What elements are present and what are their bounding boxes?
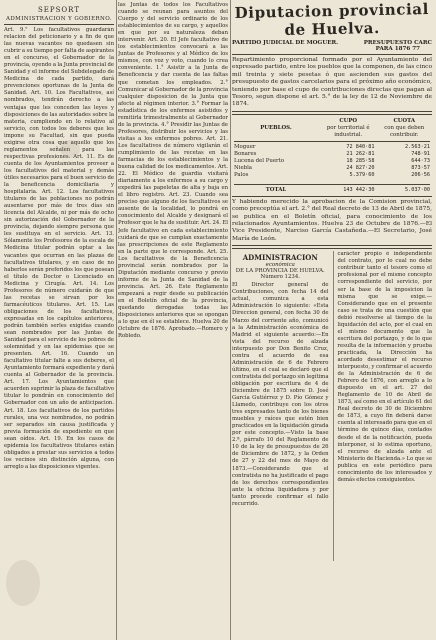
column-rule (230, 0, 231, 640)
presupuesto-line2: PARA 1876 77 (375, 46, 421, 52)
administracion-right (337, 251, 432, 561)
table-total-row (232, 187, 432, 194)
cell-cupo: 18 285·58 (346, 157, 375, 164)
approval-text: Y habiendo merecido la aprobacion de la Comision provincial, como preceptúa el art. 2.° del Real decreto de 13 de Abril de 1875, se publica en el Boletín oficial, para conocimiento de los relacionados Ayuntamientos. Huelva 23 de Octubre de 1876.—El Vice Presidente, Narciso García Castañeda.—El Secretario, José María de León. (232, 198, 432, 242)
administracion-text: El Director general de Contribuciones, con fecha 14 del actual, comunica a esta Administración lo siguiente: «Esta Direccion general, con fecha 30 de Marzo del corriente año, comunicó a la Administración económica de Madrid el siguiente acuerdo:—En vista del recurso de alzada interpuesto por Don Benito Cruz, contra el acuerdo de esa Administración de 6 de Febrero último, en el cual se declaró que el contratista del portazgo sin legítima obligación por escritura de 4 de Diciembre de 1875 sobre D. José García Gutiérrez y D. Pío Gómez y Llamedo, contribuye con los otros tres expresados tanto de los bienes muebles y raíces que estén bien practicados en la liquidación girada por este concepto.—Visto la base 2.ª, párrafo 10 del Reglamento de 10 de la ley de presupuestos de 26 de Diciembre de 1872, y la Orden de 27 y 22 del mes de Mayo de 1873.—Considerando que el contratista no ha justificado el pago de los derechos correspondientes ante la oficina liquidadora y por tanto procede confirmar el fallo recurrido. (232, 282, 329, 507)
repartimiento-table (232, 118, 432, 194)
table-row (232, 165, 432, 172)
cell-pueblo: Bonares (234, 150, 257, 157)
cell-cupo: 5.379·60 (349, 171, 375, 178)
administracion-text-continued: carácter propio é independiente del contrato, por lo cual no debe contribuir tanto el tesoro como el profesional por el mismo concepto correspondiente del servicio, por ser la base de la imposicion la misma que se exige.—Considerando que en el presente caso se trata de una cuestión que debió resolverse al tiempo de la liquidación del acto, por el cual en el mismo documento que la escritura del portazgo, y de lo que resulta de la información y prueba practicada, la Dirección ha acordado desestimar el recurso interpuesto, y confirmar el acuerdo de la Administración de 6 de Febrero de 1876, con arreglo a lo dispuesto en el art. 27 del Reglamento de 10 de Abril de 1873, así como en el artículo 61 del Real decreto de 30 de Diciembre de 1873, a cuyo fin deberá darse cuenta al interesado para que en el término de quince días, contados desde el de la notificación, pueda interponer, si lo estima oportuno, el recurso de alzada ante el Ministerio de Hacienda.» Lo que se publica en este periódico para conocimiento de los interesados y demás efectos consiguientes. (337, 251, 432, 483)
column-left (4, 0, 114, 640)
cell-cuota: 644·73 (411, 157, 430, 164)
double-divider (232, 245, 432, 249)
cell-cupo: 21 262·81 (346, 150, 375, 157)
article-continuation-text: las Juntas de todos los Facultativos cuando se reunan para asuntos del Cuerpo y del servicio ordinario de los establecimientos de su cargo, y aquellos en que por su naturaleza deban intervenir. Art. 20. El Jefe facultativo de los establecimientos convocará a las Juntas de Profesores y al Médico de los mismos, con voz y voto, cuando lo crea conveniente. 1.° Asistir a la Junta de Beneficencia y dar cuenta de las faltas que cometan los empleados. 2.° Comunicar al Gobernador de la provincia cualquier disposicion de la Junta que afecte al régimen interior. 3.° Formar la estadística de los enfermos asistidos y remitirla trimestralmente al Gobernador de la provincia. 4.° Presidir las Juntas de Profesores, distribuir los servicios y las visitas a los enfermos pobres. Art. 21. Los facultativos de número vigilarán el cumplimiento de las recetas en las farmacias de los establecimientos y la buena calidad de los medicamentos. Art. 22. El Médico de guardia visitará diariamente a los enfermos a su cargo y expedirá las papeletas de alta y baja en el libro registro. Art. 23. Cuando sea preciso que alguno de los facultativos se ausente de la localidad, lo pondrá en conocimiento del Alcalde y designará el Profesor que le ha de sustituir. Art. 24. El Jefe facultativo en cada establecimiento cuidará de que se cumplan exactamente las prescripciones de este Reglamento en la parte que le corresponde. Art. 25. Los facultativos de la Beneficencia provincial serán nombrados por la Diputación mediante concurso y previo informe de la Junta de Sanidad de la provincia. Art. 26. Este Reglamento empezará a regir desde su publicación en el Boletín oficial de la provincia, quedando derogadas todas las disposiciones anteriores que se opongan a lo que en él se establece. Huelva 20 de Octubre de 1876. Aprobado.—Romero y Robledo. (118, 2, 228, 340)
paper-stain (60, 140, 80, 158)
cell-cuota: 748·91 (411, 150, 430, 157)
cell-pueblo: Lucena del Puerto (234, 157, 285, 164)
cell-cuota: 206·56 (411, 171, 430, 178)
total-cuota: 5.037·00 (405, 186, 430, 193)
section-caption: DE LA PROVINCIA DE HUELVA. (235, 268, 325, 275)
col-header-pueblos: PUEBLOS. (260, 124, 292, 131)
column-middle (118, 0, 228, 640)
divider (4, 24, 114, 25)
cell-pueblo: Palos (234, 171, 249, 178)
table-row (232, 144, 432, 151)
presupuesto-line1: PRESUPUESTO CARC (363, 40, 432, 46)
section-caption: económica (265, 262, 295, 269)
partido-label: PARTIDO JUDICIAL DE MOGUER. (232, 40, 339, 46)
masthead-title: Diputacion provincial de Huelva. (234, 0, 430, 39)
divider (234, 184, 430, 185)
divider (232, 196, 432, 197)
administracion-left (232, 251, 329, 561)
double-divider (232, 111, 432, 115)
cell-cuota: 873·57 (411, 164, 430, 171)
col-header-cupo: CUPO (339, 117, 358, 124)
article-reglamento-text: Art. 9.° Los facultativos guardarán relacion del peticionario y a fin de que las nuevas vacantes no quedasen sin cubrir a su tiempo por falta de aspirantes en el concurso, el Gobernador de la provincia, oyendo a la Junta provincial de Sanidad y el informe del Subdelegado de Medicina de cada partido, dará prevenciones oportunas de la Junta de Sanidad. Art. 10. Los Facultativos, así nombrados, tendrán derecho a las ventajas que les conceden las leyes y disposiciones de las autoridades sobre la materia, cumpliendo en lo relativo al servicio, con todos los deberes que les impone su Facultad, sin que pueda exigirse otra cosa que aquello que los reglamentos señalen para las respectivas profesiones. Art. 11. Es de cuenta de los Ayuntamientos proveer a los facultativos del material y demás útiles necesarios para el buen servicio de la beneficencia domiciliaria y hospitalaria. Art. 12. Los facultativos titulares de las poblaciones no podrán ausentarse por más de tres días sin licencia del Alcalde, ni por más de ocho sin autorización del Gobernador de la provincia, dejando siempre persona que les sustituya en el servicio. Art. 13. Sólamente los Profesores de la escala de Medicina titular podrán optar a las vacantes que ocurran en las plazas de facultativos titulares, y en caso de no haberlos serán preferidos los que posean el título de Doctor o Licenciado en Medicina y Cirugía. Art. 14. Los Profesores de número cuidarán de que las recetas se sirvan por los farmacéuticos titulares. Art. 15. Las obligaciones de los facultativos, expresadas en los capítulos anteriores, podrán también serles exigidas cuando sean nombrados por las Juntas de Sanidad para el servicio de los pobres de solemnidad y en las epidemias que se presenten. Art. 16. Cuando un facultativo titular falte a sus deberes, el Ayuntamiento formará expediente y dará cuenta al Gobernador de la provincia. Art. 17. Los Ayuntamientos que acuerden suprimir la plaza de facultativo titular lo pondrán en conocimiento del Gobernador con un año de anticipacion. Art. 18. Los facultativos de los partidos rurales, una vez nombrados, no podrán ser separados sin causa justificada y previa formación de expediente en que sean oídos. Art. 19. En los casos de epidemia los facultativos titulares están obligados a prestar sus servicios a todos los vecinos sin distinción alguna, con arreglo a las disposiciones vigentes. (4, 27, 114, 470)
table-row (232, 151, 432, 158)
presupuesto-label (364, 40, 432, 52)
section-title: ADMINISTRACION (242, 253, 318, 263)
administracion-section (232, 251, 432, 561)
cell-cupo: 24 827·20 (346, 164, 375, 171)
table-row (232, 172, 432, 179)
divider (234, 141, 430, 142)
page-mark: SEPSORT (38, 6, 80, 14)
repartimiento-intro: Repartimiento proporcional formado por el Ayuntamiento del expresado partido, entre los pueblos que la componen, de las cinco mil treinta y siete pesetas ó que ascienden sus gastos del presupuesto de gastos carcelarios para el próximo año económico, teniendo por base el cupo de contribuciones directas que pagan al Tesoro, segun dispone el art. 5.° de la ley de 12 de Noviembre de 1874. (232, 57, 432, 108)
cell-pueblo: Niebla (234, 164, 253, 171)
cell-cuota: 2.563·21 (405, 143, 430, 150)
col-subheader-cupo: por territorial é industrial. (326, 124, 370, 138)
cell-cupo: 72 840·81 (346, 143, 375, 150)
column-right (232, 0, 432, 640)
cell-pueblo: Moguer (234, 143, 256, 150)
total-cupo: 143 442·30 (343, 186, 375, 193)
column-rule (116, 0, 117, 640)
subheader (232, 40, 432, 52)
col-subheader-cuota: con que deben contribuir. (384, 124, 425, 138)
divider (232, 54, 432, 55)
total-label: TOTAL (265, 186, 287, 193)
table-row (232, 158, 432, 165)
paper-stain (6, 560, 40, 606)
column-rule (333, 251, 334, 561)
col-header-cuota: CUOTA (393, 117, 416, 124)
section-number: Número 1234. (260, 274, 300, 281)
section-heading-administracion: ADMINISTRACION Y GOBIERNO. (6, 16, 112, 22)
